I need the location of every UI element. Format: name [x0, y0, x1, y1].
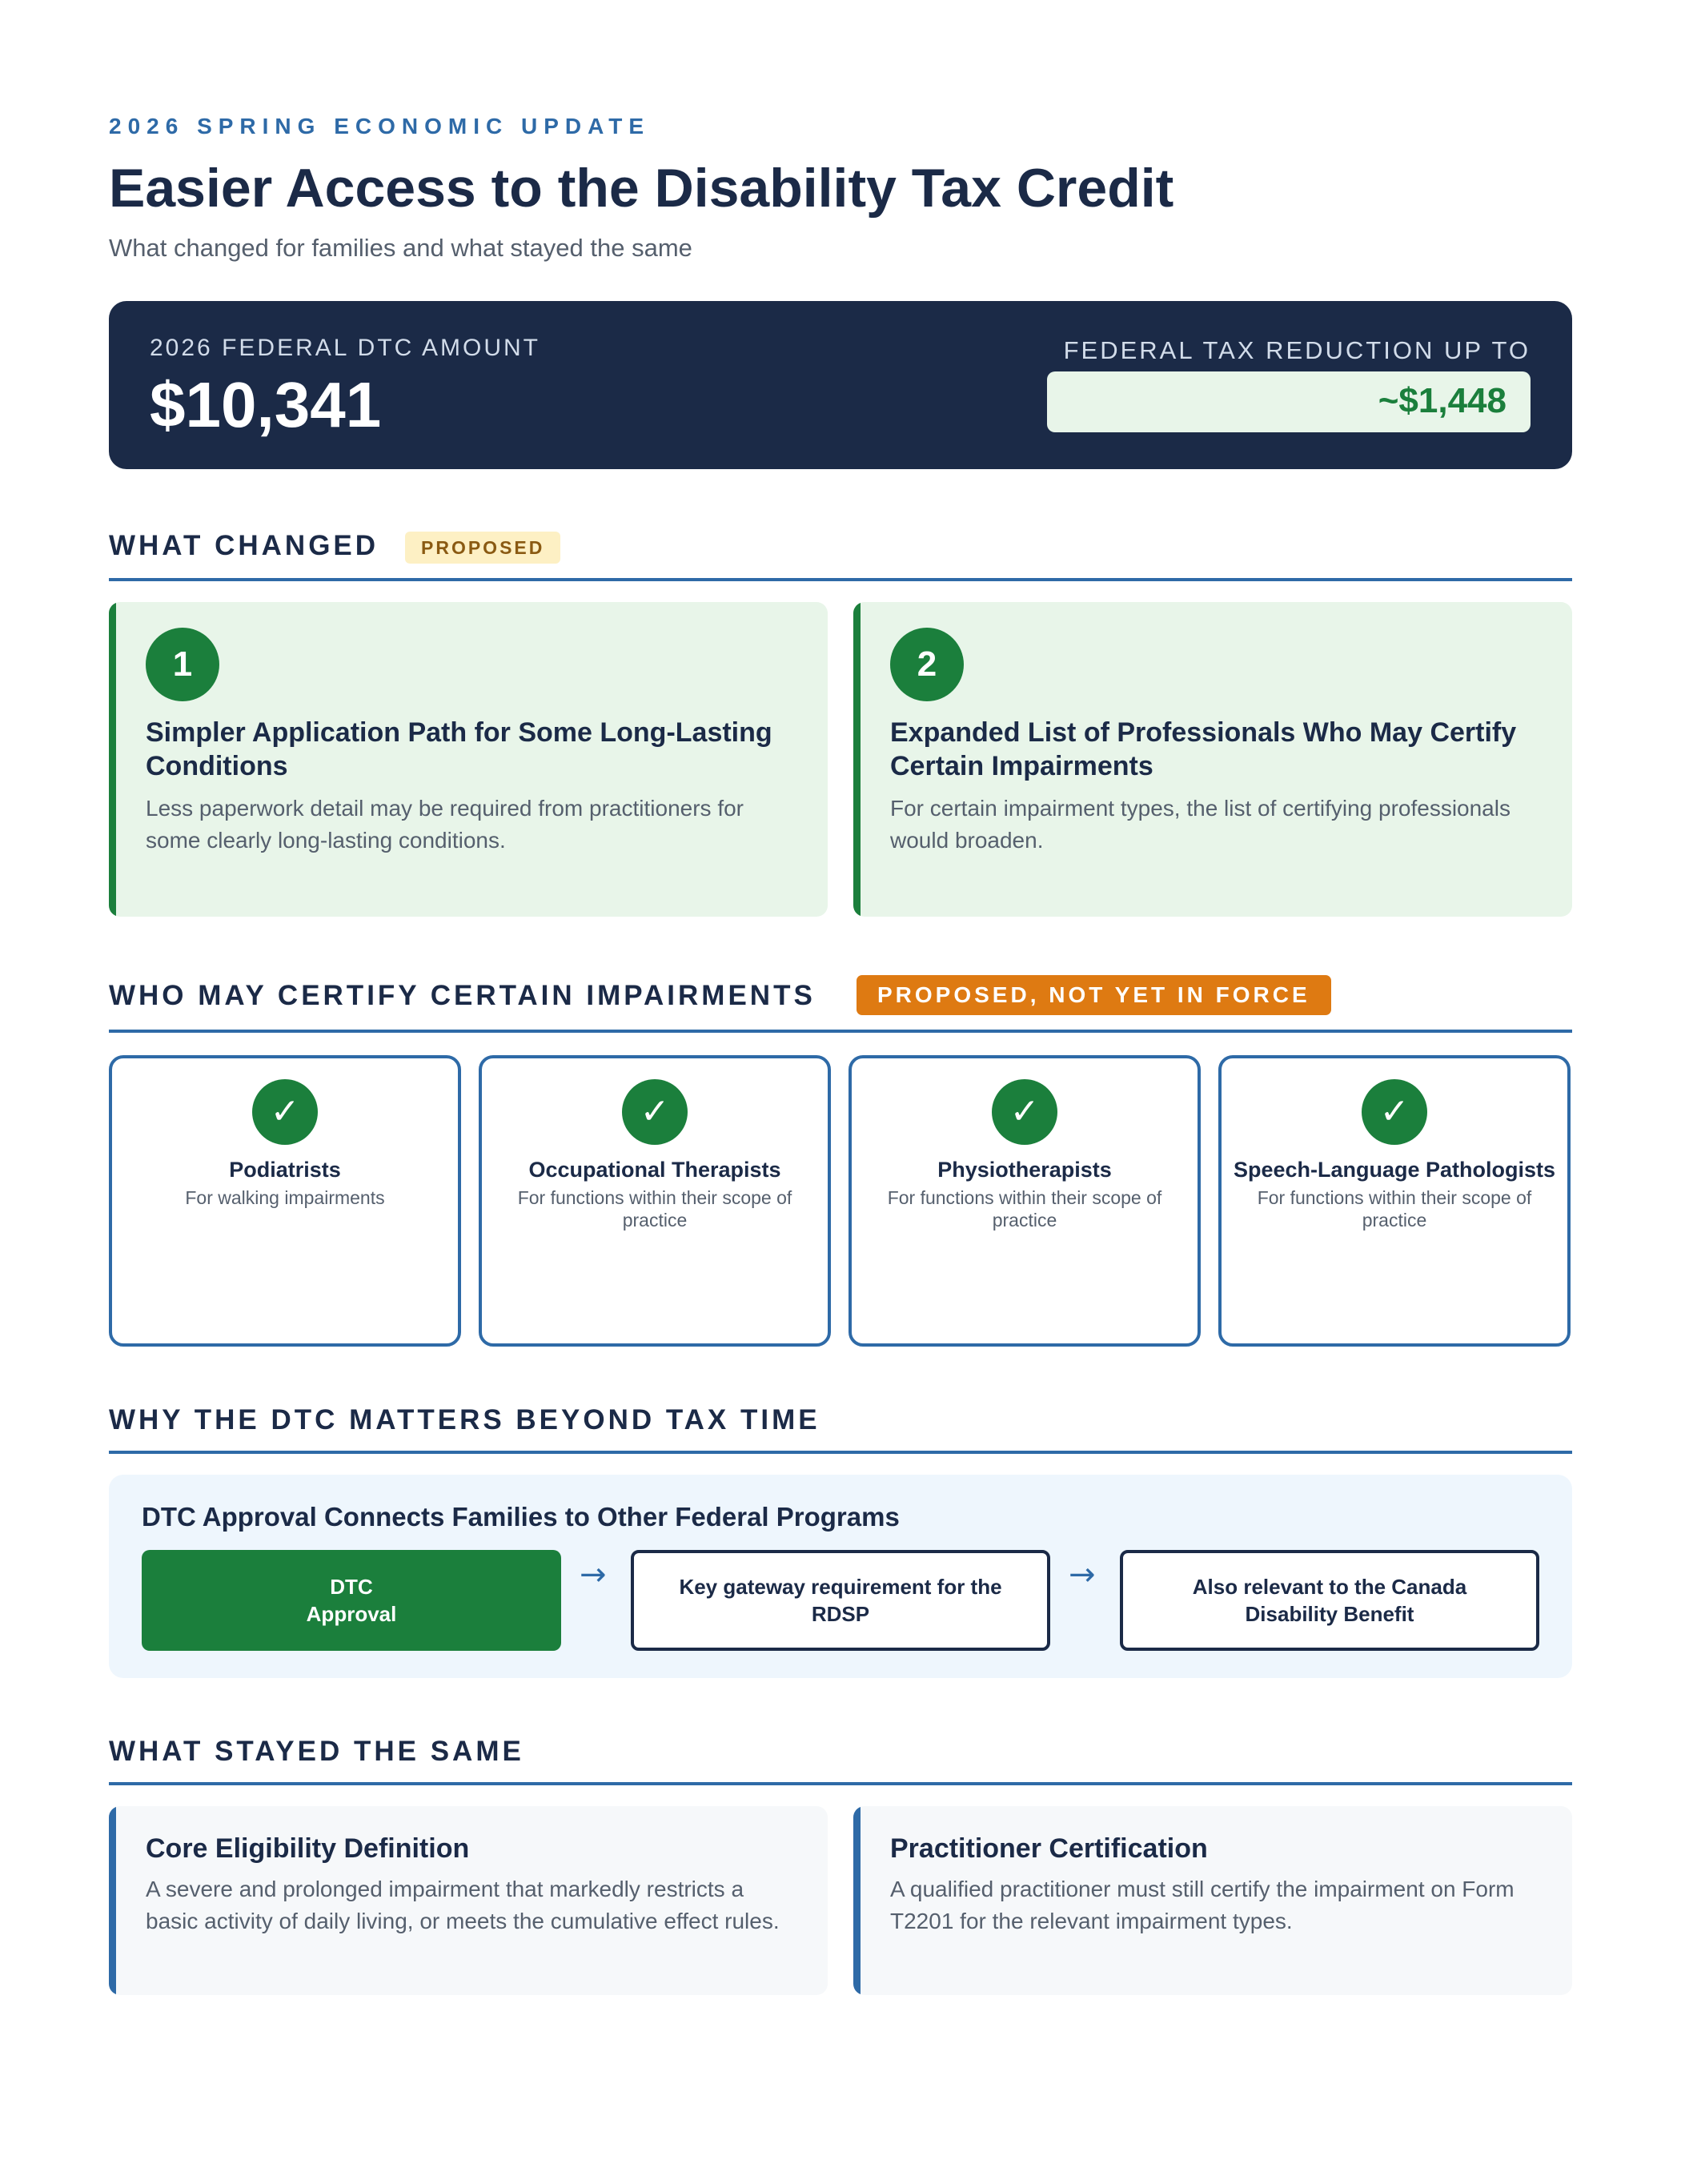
why-matters-heading: WHY THE DTC MATTERS BEYOND TAX TIME	[109, 1404, 820, 1435]
unchanged-card-certification	[853, 1806, 1572, 1995]
flow-step-text: Key gateway requirement for the RDSP	[679, 1575, 1002, 1626]
professional-card-podiatrists	[109, 1055, 461, 1347]
professional-name: Occupational Therapists	[528, 1158, 781, 1182]
program-connections-box	[109, 1475, 1572, 1678]
change-card-2	[853, 602, 1572, 917]
change-card-description: For certain impairment types, the list of certifying professionals would broaden.	[890, 796, 1510, 853]
checkmark-icon: ✓	[622, 1079, 688, 1145]
eyebrow: 2026 SPRING ECONOMIC UPDATE	[109, 114, 651, 139]
unchanged-card-description: A qualified practitioner must still certify the impairment on Form T2201 for the relevant impairment types.	[890, 1877, 1515, 1933]
checkmark-icon: ✓	[1362, 1079, 1427, 1145]
flow-step-dtc-approval	[142, 1550, 561, 1651]
flow-step-rdsp	[631, 1550, 1050, 1651]
change-card-description: Less paperwork detail may be required from practitioners for some clearly long-lasting conditions.	[146, 796, 744, 853]
professional-name: Podiatrists	[229, 1158, 341, 1182]
page-title: Easier Access to the Disability Tax Credit	[109, 158, 1174, 219]
flow-step-canada-disability-benefit	[1120, 1550, 1539, 1651]
unchanged-card-eligibility	[109, 1806, 828, 1995]
card-accent-bar	[853, 1806, 861, 1995]
why-matters-header	[109, 1403, 1572, 1454]
flow-step-text: Also relevant to the Canada Disability Benefit	[1192, 1575, 1467, 1626]
what-changed-header	[109, 527, 1572, 581]
professional-card-speech-language-pathologists	[1218, 1055, 1571, 1347]
professional-card-occupational-therapists	[479, 1055, 831, 1347]
flow-step-line: DTC	[330, 1575, 373, 1599]
tax-reduction-value: ~$1,448	[1378, 381, 1506, 420]
card-accent-bar	[109, 602, 116, 917]
card-accent-bar	[109, 1806, 116, 1995]
stayed-same-header	[109, 1734, 1572, 1785]
number-badge: 2	[890, 628, 964, 701]
professional-name: Physiotherapists	[937, 1158, 1112, 1182]
who-certifies-heading: WHO MAY CERTIFY CERTAIN IMPAIRMENTS	[109, 980, 816, 1011]
change-card-title: Expanded List of Professionals Who May Certify Certain Impairments	[890, 717, 1517, 781]
checkmark-icon: ✓	[992, 1079, 1057, 1145]
who-certifies-header	[109, 972, 1572, 1033]
tax-reduction-pill	[1047, 371, 1531, 432]
flow-step-line: Approval	[306, 1602, 397, 1626]
proposed-badge: PROPOSED	[405, 532, 560, 564]
card-accent-bar	[853, 602, 861, 917]
unchanged-card-description: A severe and prolonged impairment that markedly restricts a basic activity of daily living, or meets the cumulative effect rules.	[146, 1877, 780, 1933]
professional-scope: For functions within their scope of practice	[517, 1187, 792, 1231]
program-connections-title: DTC Approval Connects Families to Other Federal Programs	[142, 1502, 900, 1532]
tax-reduction-label: FEDERAL TAX REDUCTION UP TO	[1063, 336, 1531, 364]
arrow-right-icon: →	[580, 1556, 607, 1593]
change-card-1	[109, 602, 828, 917]
dtc-amount-value: $10,341	[150, 369, 382, 440]
dtc-amount-label: 2026 FEDERAL DTC AMOUNT	[150, 335, 540, 361]
page-subtitle: What changed for families and what stayed the same	[109, 234, 692, 262]
number-badge: 1	[146, 628, 219, 701]
professional-name: Speech-Language Pathologists	[1233, 1158, 1556, 1182]
unchanged-card-title: Practitioner Certification	[890, 1833, 1208, 1864]
not-in-force-badge: PROPOSED, NOT YET IN FORCE	[857, 975, 1331, 1015]
dtc-amount-banner	[109, 301, 1572, 469]
professional-scope: For walking impairments	[185, 1187, 385, 1208]
unchanged-card-title: Core Eligibility Definition	[146, 1833, 470, 1864]
arrow-right-icon: →	[1069, 1556, 1096, 1593]
professional-scope: For functions within their scope of practice	[887, 1187, 1162, 1231]
what-changed-heading: WHAT CHANGED	[109, 530, 379, 561]
checkmark-icon: ✓	[252, 1079, 318, 1145]
stayed-same-heading: WHAT STAYED THE SAME	[109, 1736, 524, 1767]
change-card-title: Simpler Application Path for Some Long-Lasting Conditions	[146, 717, 772, 781]
professional-card-physiotherapists	[849, 1055, 1201, 1347]
professional-scope: For functions within their scope of practice	[1257, 1187, 1532, 1231]
